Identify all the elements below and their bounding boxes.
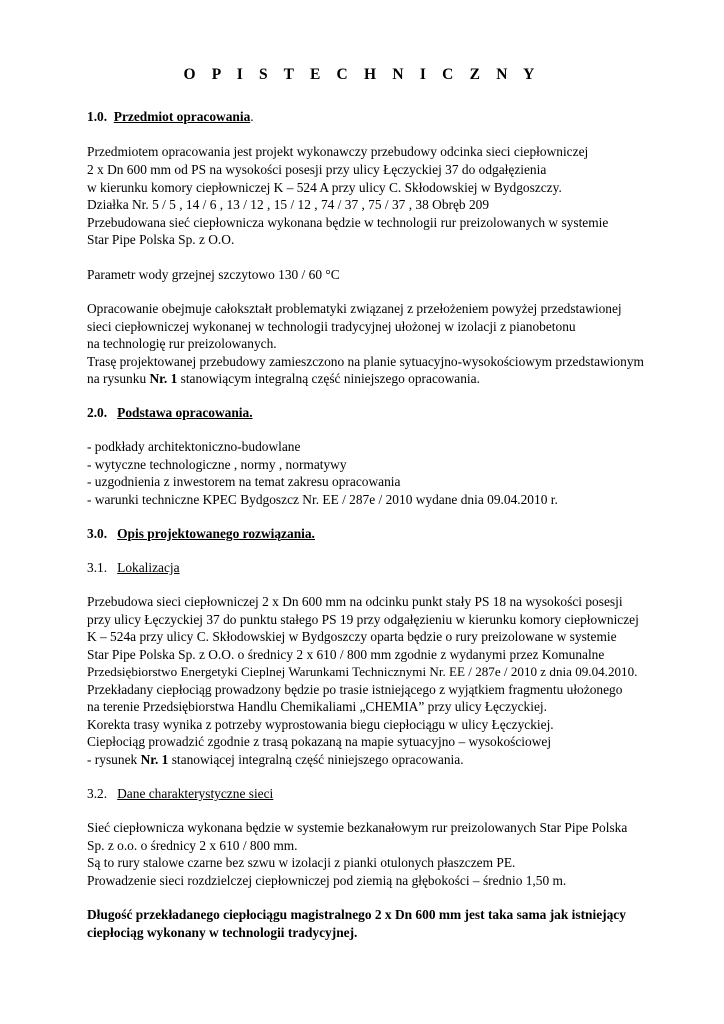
paragraph-line: Sp. z o.o. o średnicy 2 x 610 / 800 mm. <box>87 838 298 853</box>
bold-statement-line: ciepłociąg wykonany w technologii tradycyjnej. <box>87 925 358 940</box>
section-number: 3.0. <box>87 526 108 541</box>
section-title-dot: . <box>250 109 254 124</box>
section-title: Podstawa opracowania. <box>117 405 253 420</box>
paragraph-line: Są to rury stalowe czarne bez szwu w izolacji z pianki otulonych płaszczem PE. <box>87 855 516 870</box>
paragraph-line: Przekładany ciepłociąg prowadzony będzie po trasie istniejącego z wyjątkiem fragmentu ułożonego <box>87 682 623 697</box>
section-number: 1.0. <box>87 109 108 124</box>
bold-statement-line: Długość przekładanego ciepłociągu magistralnego 2 x Dn 600 mm jest taka sama jak istniejący <box>87 907 626 922</box>
section-heading-2 <box>87 404 253 422</box>
paragraph-line <box>87 751 464 769</box>
paragraph-line: Działka Nr. 5 / 5 , 14 / 6 , 13 / 12 , 15 / 12 , 74 / 37 , 75 / 37 , 38 Obręb 209 <box>87 197 490 212</box>
section-number: 2.0. <box>87 405 108 420</box>
paragraph-line: Przedmiotem opracowania jest projekt wykonawczy przebudowy odcinka sieci ciepłowniczej <box>87 144 589 159</box>
paragraph-line: na terenie Przedsiębiorstwa Handlu Chemikaliami „CHEMIA” przy ulicy Łęczyckiej. <box>87 699 547 714</box>
subsection-heading-3-2 <box>87 785 273 803</box>
list-item: - warunki techniczne KPEC Bydgoszcz Nr. EE / 287e / 2010 wydane dnia 09.04.2010 r. <box>87 492 558 507</box>
paragraph-line: Przebudowa sieci ciepłowniczej 2 x Dn 600 mm na odcinku punkt stały PS 18 na wysokości posesji <box>87 594 623 609</box>
section-title: Lokalizacja <box>117 560 180 575</box>
paragraph-line: Star Pipe Polska Sp. z O.O. o średnicy 2 x 610 / 800 mm zgodnie z wydanymi przez Komunalne <box>87 647 605 662</box>
paragraph-line: Opracowanie obejmuje całokształt problematyki związanej z przełożeniem powyżej przedstawionej <box>87 301 622 316</box>
paragraph-line: Parametr wody grzejnej szczytowo 130 / 60 °C <box>87 267 340 282</box>
paragraph-line: Prowadzenie sieci rozdzielczej ciepłowniczej pod ziemią na głębokości – średnio 1,50 m. <box>87 873 567 888</box>
subsection-heading-3-1 <box>87 559 180 577</box>
paragraph-line: Korekta trasy wynika z potrzeby wyprostowania biegu ciepłociągu w ulicy Łęczyckiej. <box>87 717 554 732</box>
section-title: Dane charakterystyczne sieci <box>117 786 274 801</box>
paragraph-line: Przedsiębiorstwo Energetyki Cieplnej Warunkami Technicznymi Nr. EE / 287e / 2010 z dnia 09.04.2010. <box>87 664 638 679</box>
text-run: stanowiącej integralną część niniejszego opracowania. <box>168 752 464 767</box>
section-title: Przedmiot opracowania <box>113 109 251 124</box>
paragraph-line <box>87 370 480 388</box>
paragraph-line: Przebudowana sieć ciepłownicza wykonana będzie w technologii rur preizolowanych w systemie <box>87 215 609 230</box>
paragraph-line: na technologię rur preizolowanych. <box>87 336 277 351</box>
paragraph-line: 2 x Dn 600 mm od PS na wysokości posesji przy ulicy Łęczyckiej 37 do odgałęzienia <box>87 162 547 177</box>
paragraph-line: w kierunku komory ciepłowniczej K – 524 A przy ulicy C. Skłodowskiej w Bydgoszczy. <box>87 180 562 195</box>
text-run: - rysunek <box>87 752 141 767</box>
text-run: stanowiącym integralną część niniejszego opracowania. <box>177 371 480 386</box>
paragraph-line: Trasę projektowanej przebudowy zamieszczono na planie sytuacyjno-wysokościowym przedstawionym <box>87 354 644 369</box>
section-heading-1 <box>87 108 254 126</box>
section-number: 3.2. <box>87 786 108 801</box>
paragraph-line: K – 524a przy ulicy C. Skłodowskiej w Bydgoszczy oparta będzie o rury preizolowane w systemie <box>87 629 617 644</box>
drawing-reference: Nr. 1 <box>140 752 169 767</box>
list-item: - podkłady architektoniczno-budowlane <box>87 439 301 454</box>
section-title: Opis projektowanego rozwiązania. <box>117 526 315 541</box>
list-item: - uzgodnienia z inwestorem na temat zakresu opracowania <box>87 474 401 489</box>
paragraph-line: Sieć ciepłownicza wykonana będzie w systemie bezkanałowym rur preizolowanych Star Pipe Polska <box>87 820 628 835</box>
list-item: - wytyczne technologiczne , normy , normatywy <box>87 457 347 472</box>
text-run: na rysunku <box>87 371 150 386</box>
paragraph-line: sieci ciepłowniczej wykonanej w technologii tradycyjnej ułożonej w izolacji z pianobetonu <box>87 319 576 334</box>
paragraph-line: przy ulicy Łęczyckiej 37 do punktu stałego PS 19 przy odgałęzieniu w kierunku komory ciepłowniczej <box>87 612 639 627</box>
document-title: O P I S T E C H N I C Z N Y <box>183 66 541 83</box>
paragraph-line: Star Pipe Polska Sp. z O.O. <box>87 232 235 247</box>
paragraph-line: Ciepłociąg prowadzić zgodnie z trasą pokazaną na mapie sytuacyjno – wysokościowej <box>87 734 552 749</box>
drawing-reference: Nr. 1 <box>149 371 178 386</box>
section-heading-3 <box>87 525 315 543</box>
section-number: 3.1. <box>87 560 108 575</box>
